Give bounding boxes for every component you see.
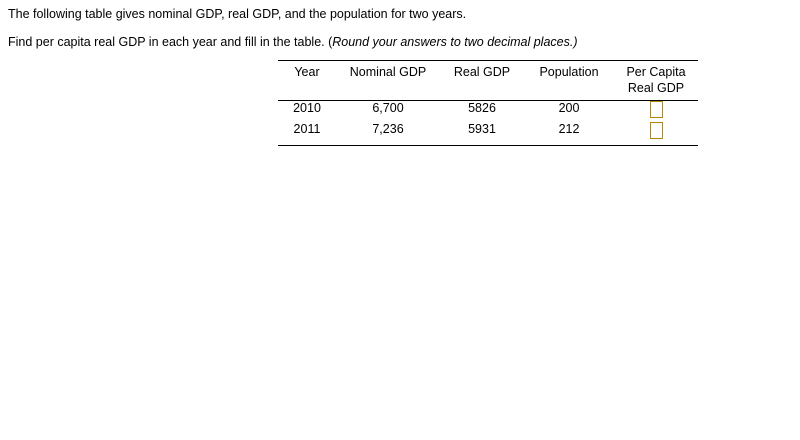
column-header-population: Population (524, 61, 614, 82)
cell-real-gdp: 5931 (440, 122, 524, 146)
cell-year: 2010 (293, 101, 321, 115)
cell-population: 212 (524, 122, 614, 146)
cell-real-gdp: 5826 (468, 101, 496, 115)
table-row (278, 122, 698, 146)
column-header-nominal-gdp-line2 (336, 81, 440, 101)
prompt-text-2: Find per capita real GDP in each year and fill in the table. ( (8, 35, 333, 49)
column-header-real-gdp-line2 (440, 81, 524, 101)
prompt-round-note: Round your answers to two decimal places.) (332, 35, 578, 49)
per-capita-input-2010[interactable] (650, 101, 663, 118)
column-header-per-capita-line1: Per Capita (614, 61, 698, 82)
column-header-real-gdp: Real GDP (440, 61, 524, 82)
column-header-year: Year (278, 61, 336, 82)
table-header (278, 61, 698, 101)
per-capita-input-2011[interactable] (650, 122, 663, 139)
cell-per-capita-real-gdp (614, 122, 698, 146)
column-header-nominal-gdp: Nominal GDP (336, 61, 440, 82)
table-body (278, 101, 698, 146)
cell-year: 2011 (278, 122, 336, 146)
gdp-table (278, 60, 698, 146)
prompt-text-1: The following table gives nominal GDP, real GDP, and the population for two years. (8, 7, 467, 21)
column-header-year-line2 (278, 81, 336, 101)
table-row (278, 101, 698, 123)
prompt-line-1 (8, 7, 466, 22)
cell-nominal-gdp: 7,236 (336, 122, 440, 146)
column-header-per-capita-line2: Real GDP (614, 81, 698, 101)
prompt-line-2 (8, 35, 578, 50)
cell-nominal-gdp: 6,700 (372, 101, 404, 115)
cell-per-capita-real-gdp (614, 101, 698, 123)
gdp-table-container (278, 60, 698, 146)
cell-population: 200 (558, 101, 580, 115)
column-header-population-line2 (524, 81, 614, 101)
